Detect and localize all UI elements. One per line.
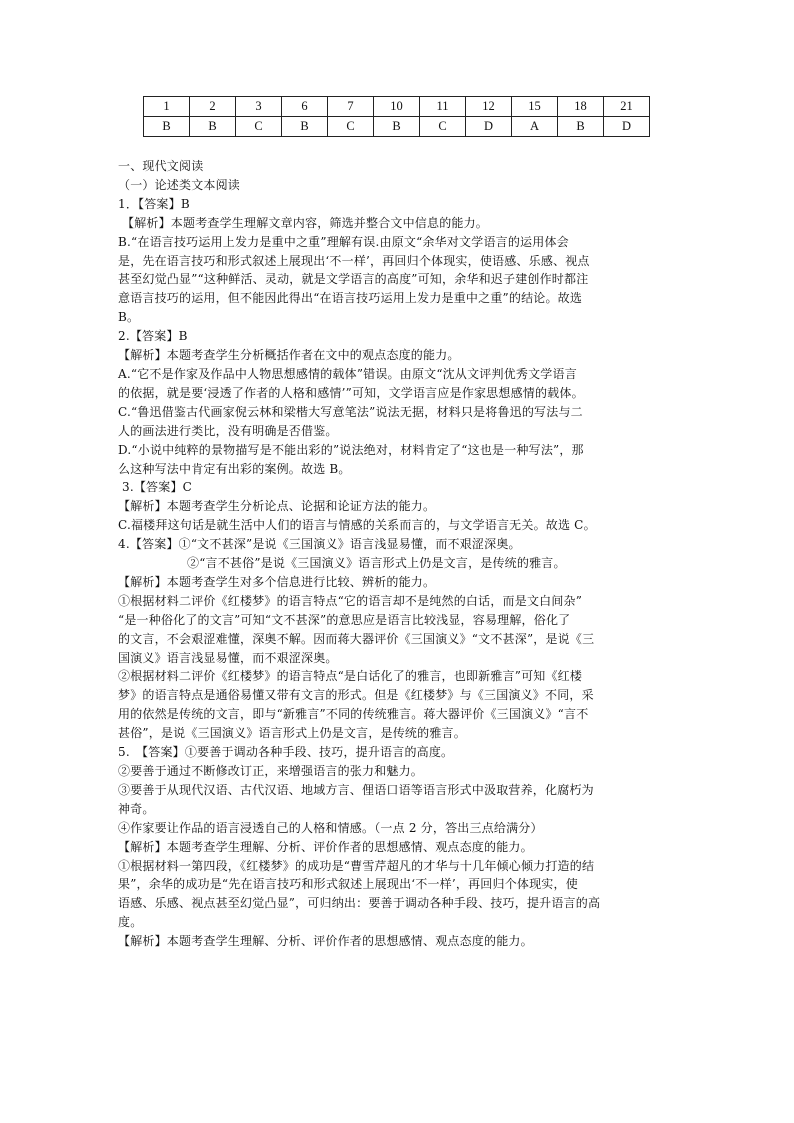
text-line: ①根据材料二评价《红楼梦》的语言特点“它的语言却不是纯然的白话，而是文白间杂”	[118, 593, 583, 608]
text-line: 国演义》语言浅显易懂，而不艰涩深奥。	[118, 650, 338, 665]
question-number-cell: 1	[144, 97, 190, 117]
text-line: 梦》的语言特点是通俗易懂又带有文言的形式。但是《红楼梦》与《三国演义》不同，采	[118, 688, 594, 703]
answer-cell: C	[236, 117, 282, 137]
answer-line: ②“言不甚俗”是说《三国演义》语言形式上仍是文言，是传统的雅言。	[187, 556, 566, 571]
answer-cell: B	[282, 117, 328, 137]
text-line: ②要善于通过不断修改订正，来增强语言的张力和魅力。	[118, 764, 424, 778]
answer-line: 2.【答案】B	[118, 329, 188, 344]
explanation-line: 【解析】本题考查学生对多个信息进行比较、辨析的能力。	[118, 574, 436, 589]
text-line: D.“小说中纯粹的景物描写是不能出彩的”说法绝对，材料肯定了“这也是一种写法”，那	[118, 442, 584, 457]
question-number-cell: 6	[282, 97, 328, 117]
answer-line: 5. 【答案】①要善于调动各种手段、技巧，提升语言的高度。	[118, 745, 454, 760]
answer-line: 3.【答案】C	[122, 480, 193, 495]
question-number-cell: 21	[604, 97, 650, 117]
text-line: B.“在语言技巧运用上发力是重中之重”理解有误.由原文“余华对文学语言的运用体会	[118, 234, 569, 249]
answer-cell: D	[604, 117, 650, 137]
answer-cell: A	[512, 117, 558, 137]
text-line: 么这种写法中肯定有出彩的案例。故选 B。	[118, 461, 351, 476]
text-line: “是一种俗化了的文言”可知“文不甚深”的意思应是语言比较浅显，容易理解，俗化了	[118, 612, 571, 627]
text-line: 人的画法进行类比，没有明确是否借鉴。	[118, 423, 338, 438]
text-line: 神奇。	[118, 801, 155, 816]
answer-cell: B	[558, 117, 604, 137]
question-number-cell: 10	[374, 97, 420, 117]
text-line: ③要善于从现代汉语、古代汉语、地域方言、俚语口语等语言形式中汲取营养，化腐朽为	[118, 782, 594, 797]
question-number-cell: 15	[512, 97, 558, 117]
text-line: 是，先在语言技巧和形式叙述上展现出‘不一样’，再回归个体现实，使语感、乐感、视点	[118, 253, 590, 268]
section-heading: 一、现代文阅读	[118, 159, 204, 173]
question-number-cell: 7	[328, 97, 374, 117]
question-number-cell: 18	[558, 97, 604, 117]
text-line: C.福楼拜这句话是就生活中人们的语言与情感的关系而言的，与文学语言无关。故选 C。	[118, 518, 596, 533]
answer-line: 4.【答案】①“文不甚深”是说《三国演义》语言浅显易懂，而不艰涩深奥。	[118, 537, 521, 552]
explanation-line: 【解析】本题考查学生分析论点、论据和论证方法的能力。	[118, 499, 436, 514]
answer-line: 1．【答案】B	[118, 196, 190, 211]
question-number-cell: 12	[466, 97, 512, 117]
answer-cell: B	[190, 117, 236, 137]
text-line: 果”，余华的成功是“先在语言技巧和形式叙述上展现出‘不一样’，再回归个体现实，使	[118, 877, 578, 892]
text-line: 的文言，不会艰涩难懂，深奥不解。因而蒋大器评价《三国演义》“文不甚深”，是说《三	[118, 631, 595, 646]
explanation-line: 【解析】本题考查学生理解、分析、评价作者的思想感情、观点态度的能力。	[118, 839, 533, 854]
text-line: 的依据，就是要‘浸透了作者的人格和感情’”可知，文学语言应是作家思想感情的载体。	[118, 385, 584, 400]
text-line: C.“鲁迅借鉴古代画家倪云林和梁楷大写意笔法”说法无据，材料只是将鲁迅的写法与二	[118, 404, 583, 419]
explanation-line: 【解析】本题考查学生理解、分析、评价作者的思想感情、观点态度的能力。	[118, 934, 533, 949]
text-line: 甚至幻觉凸显”“这种鲜活、灵动，就是文学语言的高度”可知，余华和迟子建创作时都注	[118, 272, 589, 287]
explanation-line: 【解析】本题考查学生理解文章内容，筛选并整合文中信息的能力。	[122, 215, 489, 230]
text-line: A.“它不是作家及作品中人物思想感情的载体”错误。由原文“沈从文评判优秀文学语言	[118, 366, 577, 381]
answer-cell: D	[466, 117, 512, 137]
answer-cell: C	[420, 117, 466, 137]
question-number-cell: 3	[236, 97, 282, 117]
answer-table	[143, 96, 650, 137]
answer-explanations	[118, 157, 678, 951]
text-line: ①根据材料一第四段，《红楼梦》的成功是“曹雪芹超凡的才华与十几年倾心倾力打造的结	[118, 858, 595, 873]
answer-cell: C	[328, 117, 374, 137]
text-line: ④作家要让作品的语言浸透自己的人格和情感。（一点 2 分，答出三点给满分）	[118, 820, 543, 835]
answer-table-number-row	[144, 97, 650, 117]
text-line: 语感、乐感、视点甚至幻觉凸显”，可归纳出：要善于调动各种手段、技巧，提升语言的高	[118, 896, 601, 911]
answer-cell: B	[374, 117, 420, 137]
question-number-cell: 11	[420, 97, 466, 117]
text-line: 用的依然是传统的文言，即与“新雅言”不同的传统雅言。蒋大器评价《三国演义》“言不	[118, 707, 589, 722]
question-number-cell: 2	[190, 97, 236, 117]
subsection-heading: （一）论述类文本阅读	[118, 177, 241, 192]
answer-cell: B	[144, 117, 190, 137]
explanation-line: 【解析】本题考查学生分析概括作者在文中的观点态度的能力。	[118, 348, 460, 363]
text-line: B。	[118, 310, 140, 325]
text-line: 意语言技巧的运用，但不能因此得出“在语言技巧运用上发力是重中之重”的结论。故选	[118, 291, 583, 306]
text-line: 度。	[118, 915, 143, 930]
text-line: 甚俗”，是说《三国演义》语言形式上仍是文言，是传统的雅言。	[118, 726, 466, 741]
answer-table-answer-row	[144, 117, 650, 137]
text-line: ②根据材料二评价《红楼梦》的语言特点“是白话化了的雅言，也即新雅言”可知《红楼	[118, 669, 583, 684]
